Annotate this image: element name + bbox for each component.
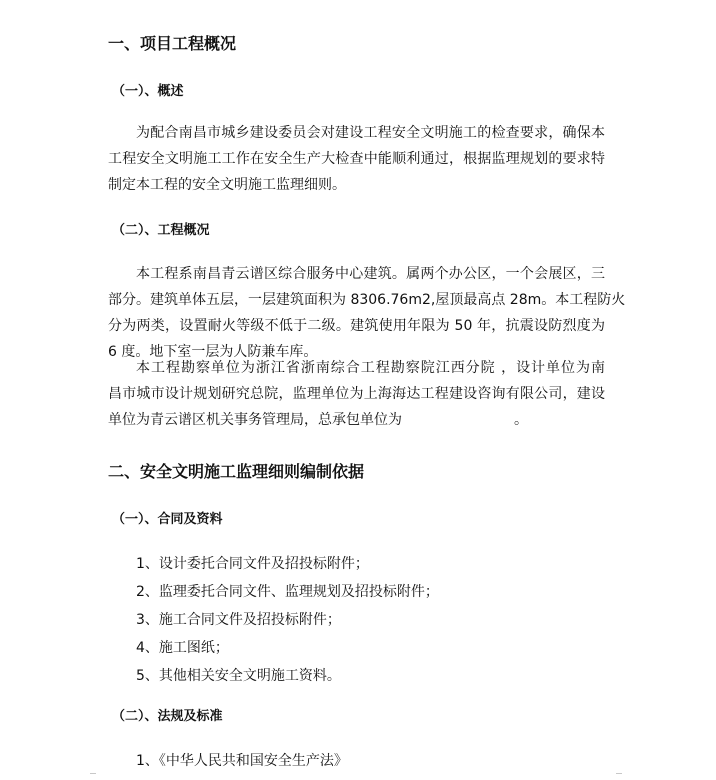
contract-item-4: 4、施工图纸； — [136, 640, 229, 656]
project-line-2: 部分。建筑单体五层，一层建筑面积为 8306.76m2,屋顶最高点 28m。本工程防火 — [108, 292, 626, 308]
overview-line-1: 为配合南昌市城乡建设委员会对建设工程安全文明施工的检查要求，确保本 — [136, 125, 605, 141]
project-line-3: 分为两类，设置耐火等级不低于二级。建筑使用年限为 50 年，抗震设防烈度为 — [108, 318, 605, 334]
units-line-1: 本工程勘察单位为浙江省浙南综合工程勘察院江西分院 ，设计单位为南 — [136, 360, 605, 376]
units-line-3 — [108, 407, 605, 433]
contract-item-5: 5、其他相关安全文明施工资料。 — [136, 668, 341, 684]
section-2-2-title: （二）、法规及标准 — [112, 709, 223, 724]
overview-paragraph — [108, 120, 605, 198]
section-2-1-title: （一）、合同及资料 — [112, 512, 223, 527]
project-line-4: 6 度。地下室一层为人防兼车库。 — [108, 344, 318, 360]
project-overview-paragraph-2 — [108, 355, 605, 433]
project-line-1: 本工程系南昌青云谱区综合服务中心建筑。属两个办公区，一个会展区，三 — [136, 266, 605, 282]
contract-item-3: 3、施工合同文件及招投标附件； — [136, 612, 341, 628]
project-overview-paragraph-1 — [108, 261, 626, 365]
page-corner-mark-right — [616, 773, 622, 780]
units-line-2: 昌市城市设计规划研究总院，监理单位为上海海达工程建设咨询有限公司，建设 — [108, 386, 605, 402]
section-1-2-title: （二）、工程概况 — [112, 223, 210, 238]
section-1-1-title: （一）、概述 — [112, 84, 184, 99]
units-line-3-end: 。 — [514, 412, 528, 428]
contract-item-2: 2、监理委托合同文件、监理规划及招投标附件； — [136, 584, 439, 600]
contract-item-1: 1、设计委托合同文件及招投标附件； — [136, 556, 369, 572]
overview-line-3: 制定本工程的安全文明施工监理细则。 — [108, 177, 346, 193]
section-2-title: 二、安全文明施工监理细则编制依据 — [108, 462, 365, 481]
page-corner-mark-left — [90, 773, 96, 780]
section-1-title: 一、项目工程概况 — [108, 34, 237, 53]
overview-line-2: 工程安全文明施工工作在安全生产大检查中能顺利通过，根据监理规划的要求特 — [108, 151, 605, 167]
law-item-1: 1、《中华人民共和国安全生产法》 — [136, 753, 348, 769]
units-line-3-text: 单位为青云谱区机关事务管理局，总承包单位为 — [108, 412, 402, 428]
